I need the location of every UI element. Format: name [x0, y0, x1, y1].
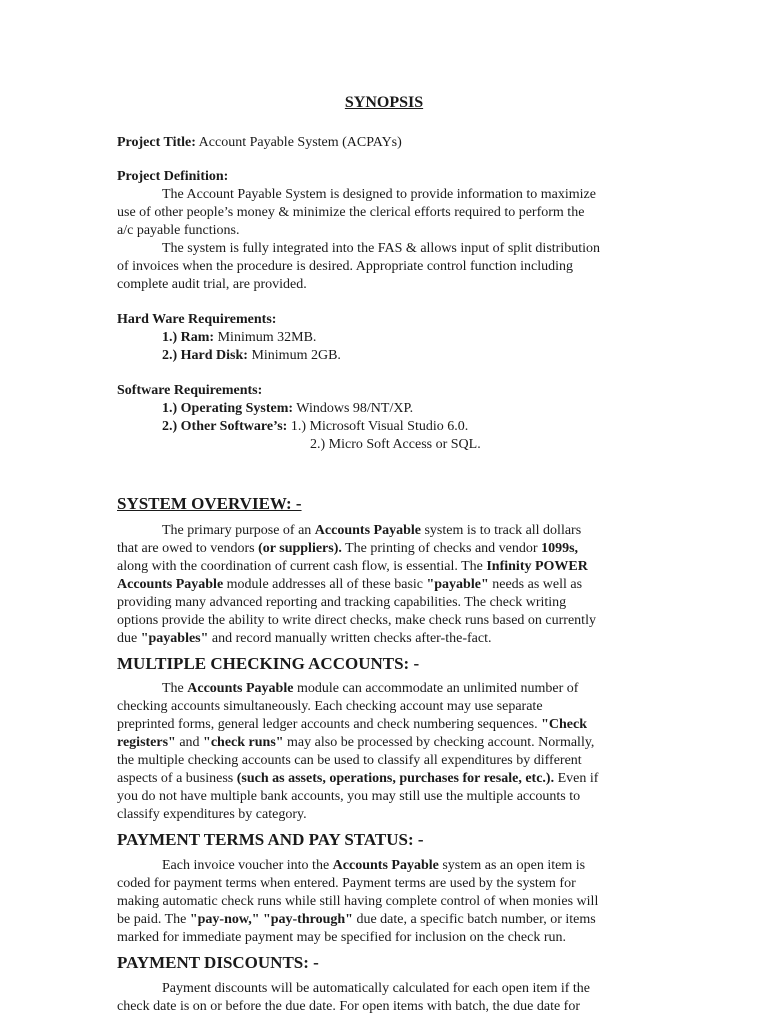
- other-value-1: 1.) Microsoft Visual Studio 6.0.: [290, 419, 469, 434]
- ram-label: 1.) Ram:: [162, 330, 215, 345]
- paragraph-line: checking accounts simultaneously. Each checking account may use separate: [117, 699, 543, 714]
- paragraph-line: check date is on or before the due date. For open items with batch, the due date for: [117, 999, 581, 1014]
- paragraph-line: aspects of a business (such as assets, operations, purchases for resale, etc.). Even if: [117, 771, 599, 786]
- project-title-line: [117, 134, 402, 151]
- payment-terms-heading: PAYMENT TERMS AND PAY STATUS: -: [117, 830, 424, 849]
- software-heading: Software Requirements:: [117, 383, 263, 398]
- payment-terms-paragraph: [117, 857, 652, 947]
- disk-value: Minimum 2GB.: [251, 348, 341, 363]
- other-label: 2.) Other Software’s:: [162, 419, 288, 434]
- paragraph-line: Payment discounts will be automatically calculated for each open item if the: [162, 981, 591, 996]
- multiple-checking-paragraph: [117, 680, 652, 824]
- paragraph-line: complete audit trial, are provided.: [117, 277, 307, 292]
- paragraph-line: classify expenditures by category.: [117, 807, 307, 822]
- paragraph-line: be paid. The "pay-now," "pay-through" due date, a specific batch number, or items: [117, 912, 596, 927]
- system-overview-heading: SYSTEM OVERVIEW: -: [117, 494, 302, 513]
- os-value: Windows 98/NT/XP.: [296, 401, 414, 416]
- paragraph-line: registers" and "check runs" may also be processed by checking account. Normally,: [117, 735, 595, 750]
- other-value-2: 2.) Micro Soft Access or SQL.: [310, 437, 481, 452]
- hardware-disk: [162, 347, 341, 364]
- payment-discounts-heading: PAYMENT DISCOUNTS: -: [117, 953, 319, 972]
- page-title: SYNOPSIS: [344, 94, 424, 111]
- project-definition-p1: [117, 186, 652, 240]
- payment-discounts-paragraph: [117, 980, 652, 1016]
- software-os: [162, 400, 413, 417]
- paragraph-line: Accounts Payable module addresses all of these basic "payable" needs as well as: [117, 577, 583, 592]
- paragraph-line: preprinted forms, general ledger accounts and check numbering sequences. "Check: [117, 717, 587, 732]
- paragraph-line: making automatic check runs while still having complete control of when monies will: [117, 894, 599, 909]
- hardware-heading: Hard Ware Requirements:: [117, 312, 277, 327]
- paragraph-line: of invoices when the procedure is desired. Appropriate control function including: [117, 259, 574, 274]
- os-label: 1.) Operating System:: [162, 401, 294, 416]
- project-title-label: Project Title:: [117, 135, 196, 150]
- paragraph-line: marked for immediate payment may be specified for inclusion on the check run.: [117, 930, 567, 945]
- paragraph-line: The system is fully integrated into the FAS & allows input of split distribution: [162, 241, 600, 256]
- software-other: [162, 418, 468, 435]
- paragraph-line: Each invoice voucher into the Accounts Payable system as an open item is: [162, 858, 586, 873]
- ram-value: Minimum 32MB.: [217, 330, 317, 345]
- paragraph-line: along with the coordination of current cash flow, is essential. The Infinity POWER: [117, 559, 588, 574]
- multiple-checking-heading: MULTIPLE CHECKING ACCOUNTS: -: [117, 654, 420, 673]
- paragraph-line: The Account Payable System is designed to provide information to maximize: [162, 187, 596, 202]
- paragraph-line: you do not have multiple bank accounts, you may still use the multiple accounts to: [117, 789, 581, 804]
- paragraph-line: The primary purpose of an Accounts Payable system is to track all dollars: [162, 523, 582, 538]
- paragraph-line: the multiple checking accounts can be used to classify all expenditures by different: [117, 753, 582, 768]
- paragraph-line: that are owed to vendors (or suppliers). The printing of checks and vendor 1099s,: [117, 541, 579, 556]
- paragraph-line: use of other people’s money & minimize the clerical efforts required to perform the: [117, 205, 585, 220]
- paragraph-line: providing many advanced reporting and tracking capabilities. The check writing: [117, 595, 567, 610]
- system-overview-paragraph: [117, 522, 652, 648]
- paragraph-line: due "payables" and record manually written checks after-the-fact.: [117, 631, 492, 646]
- project-definition-heading: Project Definition:: [117, 169, 229, 184]
- project-title-value: Account Payable System (ACPAYs): [198, 135, 402, 150]
- paragraph-line: coded for payment terms when entered. Payment terms are used by the system for: [117, 876, 576, 891]
- paragraph-line: a/c payable functions.: [117, 223, 240, 238]
- paragraph-line: The Accounts Payable module can accommodate an unlimited number of: [162, 681, 579, 696]
- paragraph-line: options provide the ability to write direct checks, make check runs based on currently: [117, 613, 596, 628]
- project-definition-p2: [117, 240, 652, 294]
- hardware-ram: [162, 329, 316, 346]
- disk-label: 2.) Hard Disk:: [162, 348, 248, 363]
